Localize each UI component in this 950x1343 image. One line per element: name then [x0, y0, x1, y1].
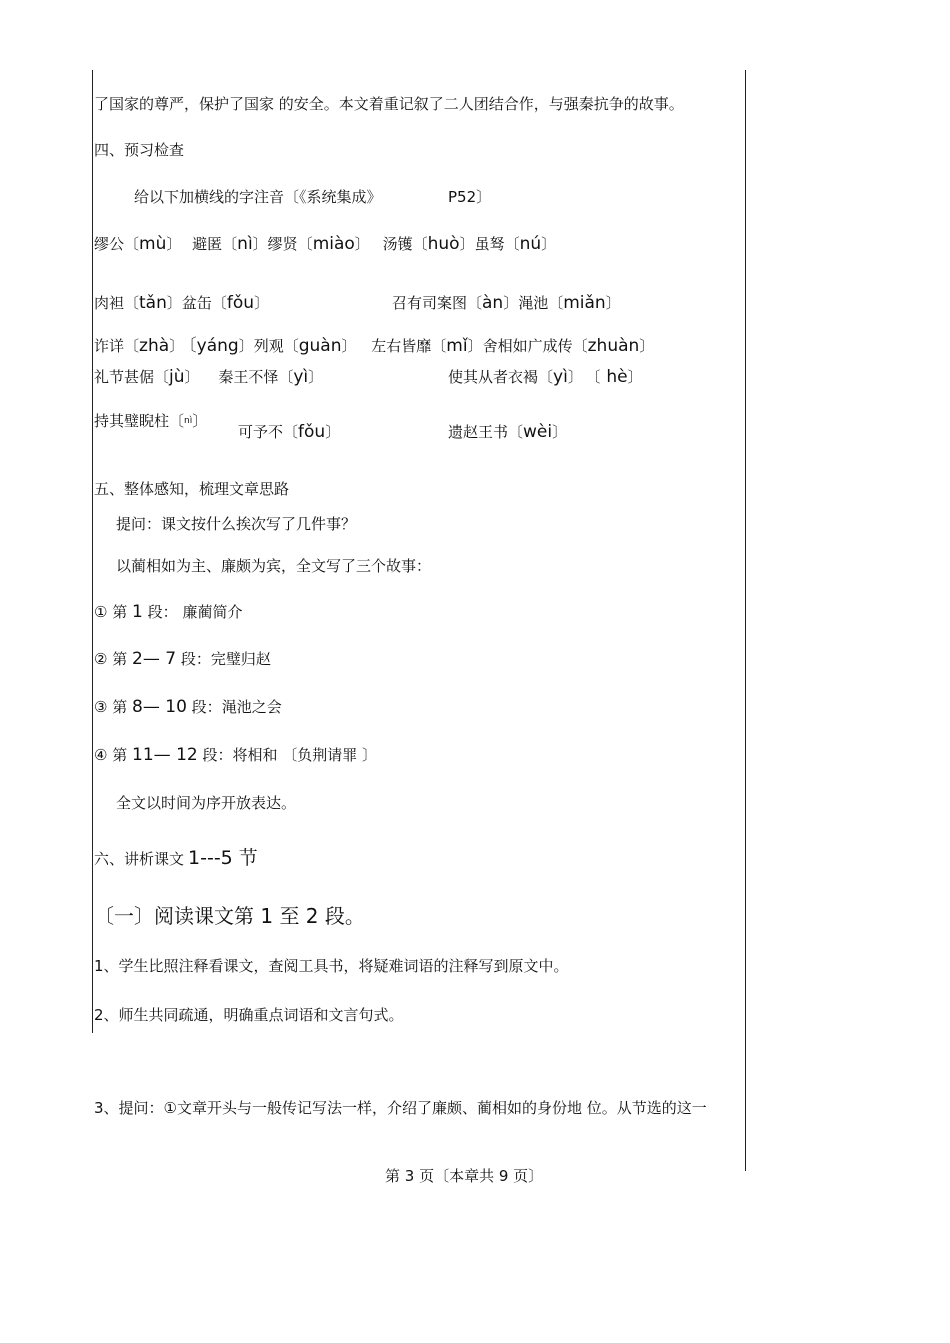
pron-word: 可予不〔	[238, 423, 299, 441]
pron-row-5c: 遗赵王书〔wèi〕	[448, 422, 568, 442]
pron-word: 使其从者衣褐〔	[448, 368, 554, 386]
pron-row-3: 诈详〔zhà〕 〔yáng〕列观〔guàn〕 左右皆靡〔mǐ〕舍相如广成传〔zhuàn〕	[94, 336, 655, 356]
pron-word: 左右皆靡〔	[371, 337, 447, 355]
pinyin: nú	[519, 234, 542, 254]
pron-word: 虽驽〔	[474, 235, 520, 253]
pinyin: zhà	[139, 336, 170, 356]
pinyin: tǎn	[139, 293, 167, 313]
story-item: ② 第 2— 7 段：完璧归赵	[94, 649, 271, 669]
step-3: 3、提问：①文章开头与一般传记写法一样，介绍了廉颇、蔺相如的身份地 位。从节选的这一	[94, 1099, 707, 1117]
pinyin: mù	[139, 234, 167, 254]
pinyin: huò	[427, 234, 460, 254]
pron-row-2a: 肉袒〔tǎn〕盆缶〔fǒu〕	[94, 293, 270, 313]
pron-row-4b: 使其从者衣褐〔yì〕 〔 hè〕	[448, 367, 643, 387]
pinyin: 〔yáng	[188, 336, 239, 356]
pron-word: 礼节甚倨〔	[94, 368, 170, 386]
pron-word: 持其璧睨柱〔	[94, 412, 185, 430]
subsection-title: 〔一〕阅读课文第 1 至 2 段。	[94, 904, 365, 928]
pinyin: jù	[169, 367, 185, 387]
step-2: 2、师生共同疏通，明确重点词语和文言句式。	[94, 1006, 404, 1024]
pinyin: miào	[312, 234, 355, 254]
pinyin: fǒu	[298, 422, 326, 442]
story-item: ③ 第 8— 10 段：渑池之会	[94, 697, 282, 717]
pinyin: mǐ	[446, 336, 468, 356]
pron-word: 汤镬〔	[382, 235, 428, 253]
pron-row-1: 缪公〔mù〕 避匿〔nì〕缪贤〔miào〕 汤镬〔huò〕虽驽〔nú〕	[94, 234, 557, 254]
pron-row-2b: 召有司案图〔àn〕渑池〔miǎn〕	[392, 293, 621, 313]
pron-row-5b: 可予不〔fǒu〕	[238, 422, 341, 442]
pinyin: miǎn	[563, 293, 606, 313]
story-item: ④ 第 11— 12 段：将相和 〔负荆请罪 〕	[94, 745, 378, 765]
right-border	[745, 70, 746, 1171]
section-5-summary: 全文以时间为序开放表达。	[116, 794, 297, 812]
left-border-upper	[92, 70, 93, 1033]
pinyin: wèi	[523, 422, 553, 442]
section-5-title: 五、整体感知，梳理文章思路	[94, 480, 290, 498]
pron-word: 肉袒〔	[94, 294, 140, 312]
pron-word: 避匿〔	[192, 235, 238, 253]
pinyin: zhuàn	[587, 336, 640, 356]
pinyin: yì	[293, 367, 309, 387]
pinyin: yì	[553, 367, 568, 387]
pinyin: àn	[482, 293, 504, 313]
pinyin: fǒu	[226, 293, 255, 313]
step-1: 1、学生比照注释看课文，查阅工具书，将疑难词语的注释写到原文中。	[94, 957, 569, 975]
section-4-title: 四、预习检查	[94, 141, 185, 159]
section-5-question: 提问：课文按什么挨次写了几件事？	[116, 515, 357, 533]
pinyin: nì	[184, 416, 193, 426]
pron-word: 秦王不怿〔	[218, 368, 294, 386]
pron-word: 诈详〔	[94, 337, 140, 355]
story-item: ① 第 1 段： 廉蔺简介	[94, 602, 243, 622]
task-page: P52〕	[448, 188, 492, 206]
pinyin: guàn	[298, 336, 342, 356]
pron-word: 缪公〔	[94, 235, 140, 253]
task-line: 给以下加横线的字注音〔《系统集成》	[134, 188, 382, 206]
section-5-intro: 以蔺相如为主、廉颇为宾，全文写了三个故事：	[116, 557, 432, 575]
section-6-title: 六、讲析课文 1---5 节	[94, 847, 258, 869]
pinyin: nì	[237, 234, 253, 254]
pron-word: 舍相如广成传〔	[482, 337, 588, 355]
pron-word: 遗赵王书〔	[448, 423, 524, 441]
pron-word: 召有司案图〔	[392, 294, 483, 312]
intro-line: 了国家的尊严，保护了国家 的安全。本文着重记叙了二人团结合作，与强秦抗争的故事。	[94, 95, 684, 113]
pron-row-5a: 持其璧睨柱〔$^{nì}$〕	[94, 412, 208, 430]
pron-row-4a: 礼节甚倨〔jù〕 秦王不怿〔yì〕	[94, 367, 324, 387]
pinyin: hè	[606, 367, 628, 387]
page-footer: 第 3 页〔本章共 9 页〕	[385, 1167, 544, 1185]
